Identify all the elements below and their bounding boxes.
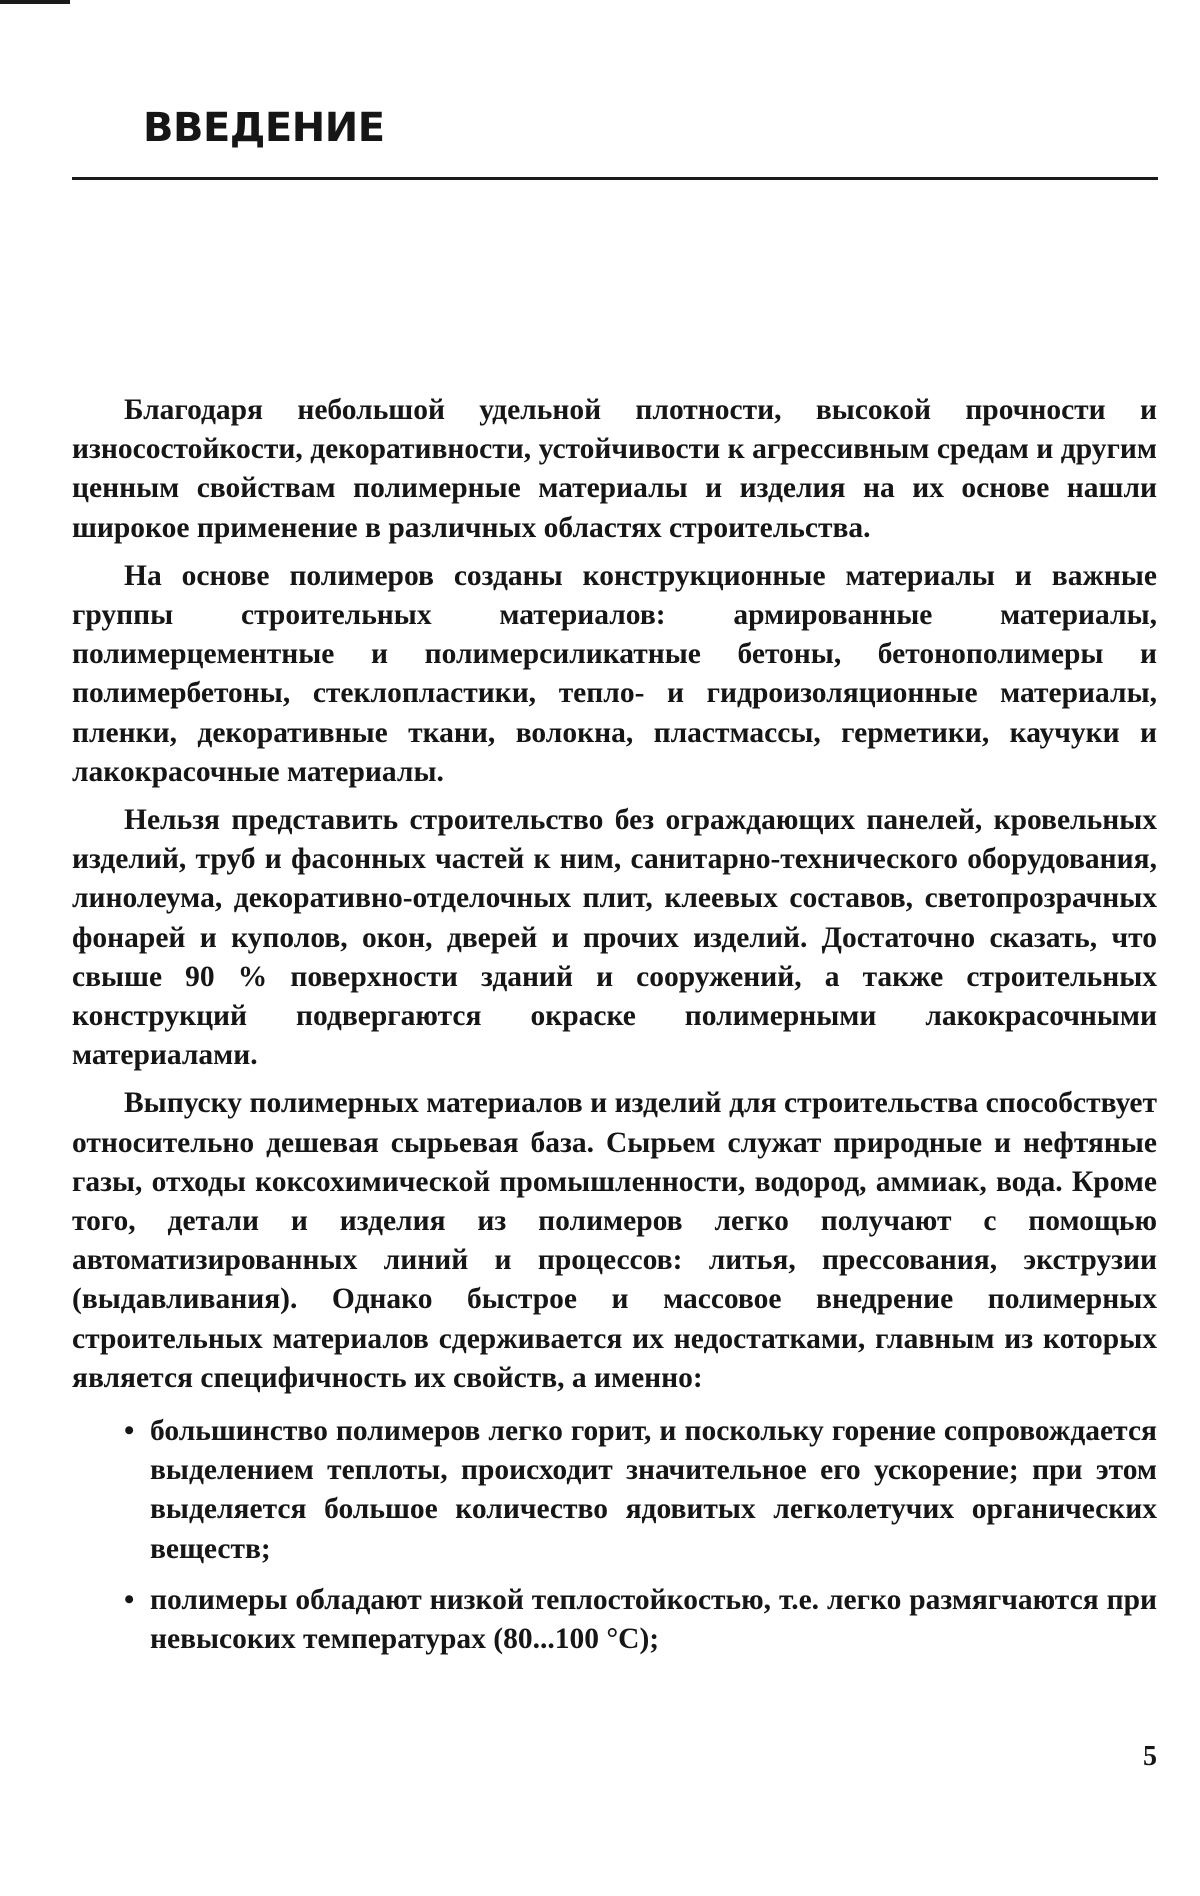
list-item-text: полимеры обладают низкой теплостойкостью, т.е. легко размягчаются при невысоких температурах (80...100 °С); (150, 1583, 1157, 1656)
paragraph-3: Нельзя представить строительство без ограждающих панелей, кровельных изделий, труб и фасонных частей к ним, санитарно-технического оборудования, линолеума, декоративно-отделочных плит, клеевых составов, светопрозрачных фонарей и куполов, окон, дверей и прочих изделий. Достаточно сказать, что свыше 90 % поверхности зданий и сооружений, а также строительных конструкций подвергаются окраске полимерными лакокрасочными материалами. (72, 804, 1157, 1072)
list-item-text: большинство полимеров легко горит, и поскольку горение сопровождается выделением теплоты, происходит значительное его ускорение; при этом выделяется большое количество ядовитых легколетучих органических веществ; (150, 1415, 1157, 1565)
heading-rule (72, 177, 1158, 180)
list-item (124, 1581, 1157, 1659)
paragraph-2: На основе полимеров созданы конструкционные материалы и важные группы строительных материалов: армированные материалы, полимерцементные и полимерсиликатные бетоны, бетонополимеры и полимербетоны, стеклопластики, тепло- и гидроизоляционные материалы, пленки, декоративные ткани, волокна, пластмассы, герметики, каучуки и лакокрасочные материалы. (72, 559, 1157, 788)
chapter-heading: ВВЕДЕНИЕ (143, 105, 385, 151)
body-text (72, 391, 1157, 1671)
disadvantages-list (72, 1412, 1157, 1659)
list-item (124, 1412, 1157, 1569)
page-number: 5 (1143, 1741, 1157, 1772)
paragraph-1: Благодаря небольшой удельной плотности, высокой прочности и износостойкости, декоративности, устойчивости к агрессивным средам и другим ценным свойствам полимерные материалы и изделия на их основе нашли широкое применение в различных областях строительства. (72, 394, 1157, 544)
scan-corner-mark (0, 0, 70, 4)
bullet-icon: • (124, 1415, 135, 1448)
bullet-icon: • (124, 1583, 135, 1616)
paragraph-4: Выпуску полимерных материалов и изделий для строительства способствует относительно дешевая сырьевая база. Сырьем служат природные и нефтяные газы, отходы коксохимической промышленности, водород, аммиак, вода. Кроме того, детали и изделия из полимеров легко получают с помощью автоматизированных линий и процессов: литья, прессования, экструзии (выдавливания). Однако быстрое и массовое внедрение полимерных строительных материалов сдерживается их недостатками, главным из которых является специфичность их свойств, а именно: (72, 1087, 1157, 1394)
